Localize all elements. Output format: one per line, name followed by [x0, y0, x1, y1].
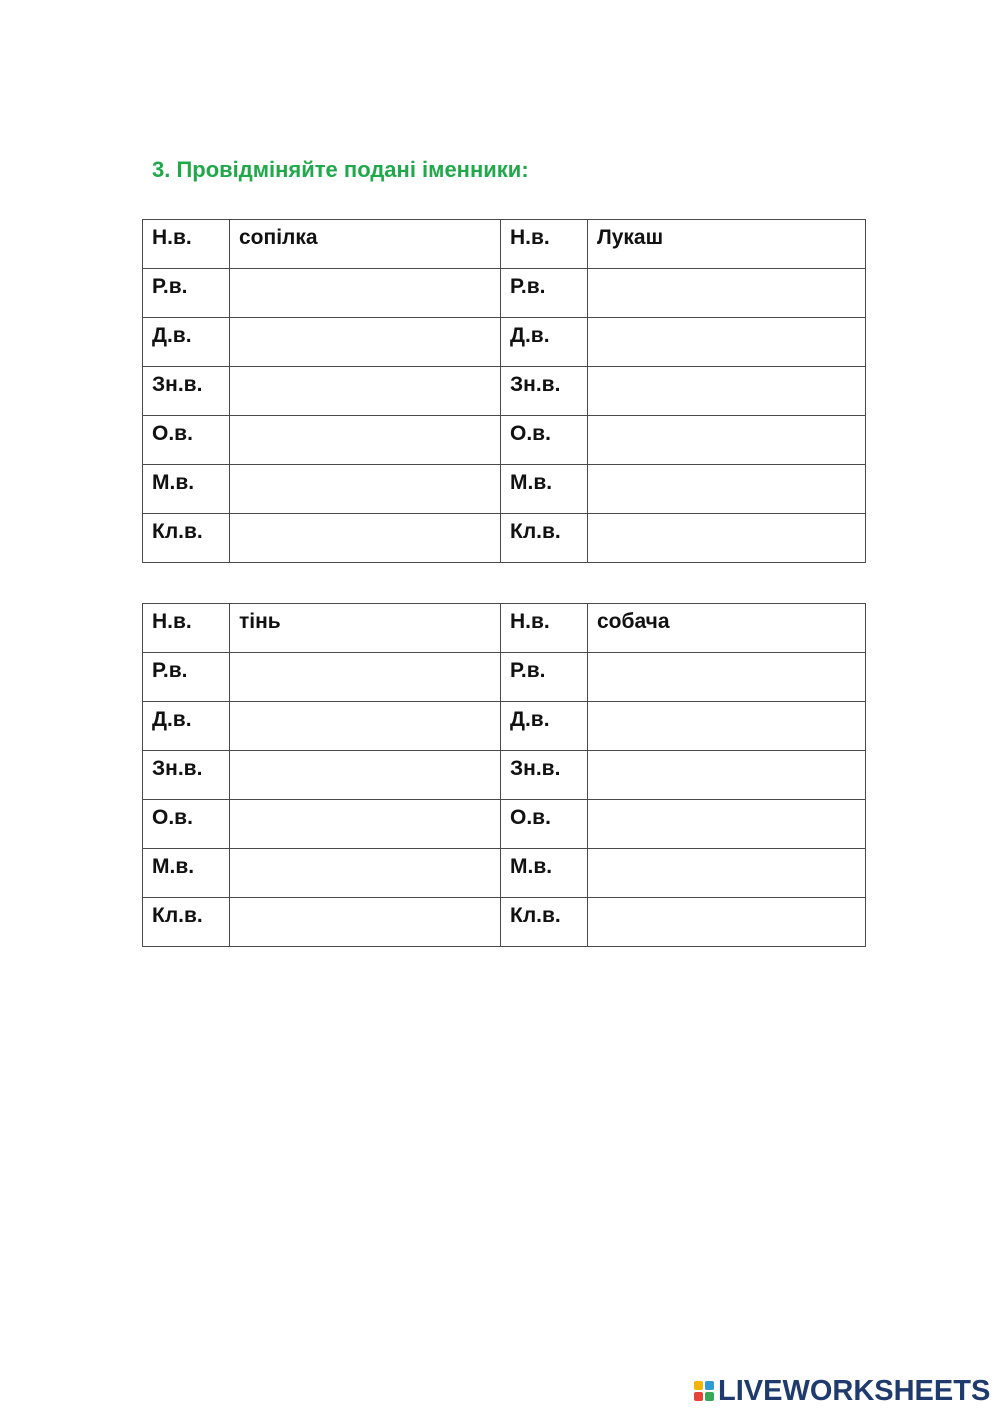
table-row — [143, 898, 866, 947]
answer-cell[interactable] — [230, 465, 501, 514]
answer-cell[interactable] — [588, 514, 866, 563]
declension-table-body — [143, 604, 866, 947]
declension-table-body — [143, 220, 866, 563]
answer-cell[interactable] — [230, 702, 501, 751]
case-label-cell: Кл.в. — [143, 898, 230, 947]
table-row — [143, 653, 866, 702]
case-label-cell: О.в. — [501, 416, 588, 465]
table-row — [143, 465, 866, 514]
answer-cell[interactable] — [588, 751, 866, 800]
answer-cell[interactable] — [230, 318, 501, 367]
answer-cell[interactable] — [588, 898, 866, 947]
case-label-cell: Н.в. — [143, 604, 230, 653]
logo-square — [705, 1381, 714, 1390]
case-label-cell: О.в. — [501, 800, 588, 849]
table-row — [143, 849, 866, 898]
logo-square — [694, 1392, 703, 1401]
case-label-cell: Кл.в. — [501, 898, 588, 947]
case-label-cell: О.в. — [143, 800, 230, 849]
case-label-cell: Р.в. — [501, 269, 588, 318]
case-label-cell: Д.в. — [143, 702, 230, 751]
table-row — [143, 604, 866, 653]
table-row — [143, 220, 866, 269]
case-label-cell: Зн.в. — [143, 751, 230, 800]
answer-cell[interactable] — [588, 367, 866, 416]
table-row — [143, 514, 866, 563]
case-label-cell: Зн.в. — [501, 751, 588, 800]
case-label-cell: Д.в. — [501, 318, 588, 367]
answer-cell: сопілка — [230, 220, 501, 269]
case-label-cell: М.в. — [143, 849, 230, 898]
answer-cell[interactable] — [230, 514, 501, 563]
case-label-cell: Кл.в. — [501, 514, 588, 563]
case-label-cell: Н.в. — [143, 220, 230, 269]
answer-cell[interactable] — [230, 898, 501, 947]
case-label-cell: Зн.в. — [143, 367, 230, 416]
answer-cell[interactable] — [230, 269, 501, 318]
case-label-cell: Н.в. — [501, 220, 588, 269]
answer-cell[interactable] — [588, 269, 866, 318]
answer-cell[interactable] — [588, 800, 866, 849]
table-row — [143, 318, 866, 367]
answer-cell: Лукаш — [588, 220, 866, 269]
exercise-title: 3. Провідміняйте подані іменники: — [152, 157, 529, 182]
declension-table — [142, 603, 866, 947]
answer-cell[interactable] — [230, 751, 501, 800]
case-label-cell: Д.в. — [143, 318, 230, 367]
answer-cell[interactable] — [588, 416, 866, 465]
table-row — [143, 751, 866, 800]
table-row — [143, 702, 866, 751]
logo-square — [694, 1381, 703, 1390]
logo-square — [705, 1392, 714, 1401]
case-label-cell: Зн.в. — [501, 367, 588, 416]
table-row — [143, 416, 866, 465]
answer-cell[interactable] — [588, 702, 866, 751]
case-label-cell: Р.в. — [143, 269, 230, 318]
answer-cell: собача — [588, 604, 866, 653]
case-label-cell: Р.в. — [143, 653, 230, 702]
answer-cell[interactable] — [588, 653, 866, 702]
logo-text: LIVEWORKSHEETS — [718, 1374, 991, 1407]
case-label-cell: Р.в. — [501, 653, 588, 702]
declension-table — [142, 219, 866, 563]
logo-mark-icon — [694, 1381, 714, 1401]
answer-cell[interactable] — [230, 653, 501, 702]
table-row — [143, 800, 866, 849]
case-label-cell: О.в. — [143, 416, 230, 465]
case-label-cell: Кл.в. — [143, 514, 230, 563]
answer-cell[interactable] — [588, 465, 866, 514]
answer-cell[interactable] — [588, 318, 866, 367]
liveworksheets-logo — [694, 1376, 990, 1406]
case-label-cell: Д.в. — [501, 702, 588, 751]
answer-cell: тінь — [230, 604, 501, 653]
case-label-cell: М.в. — [143, 465, 230, 514]
answer-cell[interactable] — [230, 849, 501, 898]
answer-cell[interactable] — [588, 849, 866, 898]
case-label-cell: М.в. — [501, 465, 588, 514]
answer-cell[interactable] — [230, 367, 501, 416]
table-row — [143, 269, 866, 318]
case-label-cell: М.в. — [501, 849, 588, 898]
table-row — [143, 367, 866, 416]
answer-cell[interactable] — [230, 416, 501, 465]
case-label-cell: Н.в. — [501, 604, 588, 653]
answer-cell[interactable] — [230, 800, 501, 849]
